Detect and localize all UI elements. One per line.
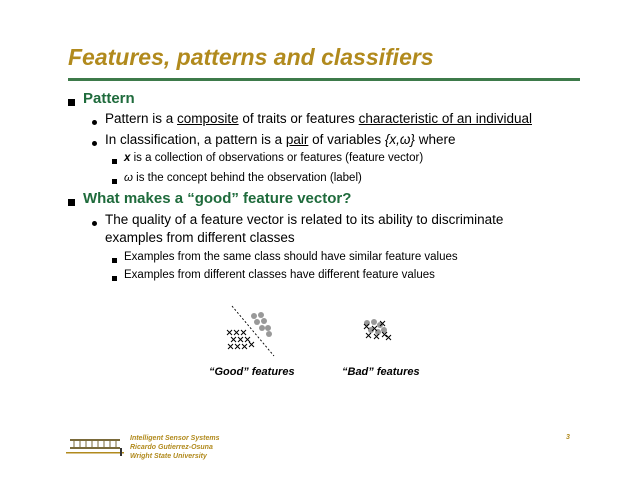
list-subitem-omega: [124, 172, 362, 184]
list-item-pattern-definition: [105, 111, 532, 126]
class-b-crosses: [227, 330, 254, 349]
math-symbol-omega: ω: [124, 172, 133, 184]
list-item-quality-line2: examples from different classes: [105, 230, 295, 245]
bad-features-caption: “Bad” features: [342, 366, 420, 378]
math-symbol-x: x: [124, 152, 131, 164]
math-pair: {x,ω}: [384, 132, 415, 147]
university-logo-icon: [66, 436, 124, 458]
bullet-square-small: [112, 276, 117, 281]
text-span: is a collection of observations or features (feature vector): [130, 152, 424, 164]
footer-university: Wright State University: [130, 453, 207, 460]
list-item-pattern-pair: [105, 132, 455, 147]
footer-author: Ricardo Gutierrez-Osuna: [130, 444, 213, 451]
list-subitem-x: [124, 152, 423, 164]
class-a-dots: [251, 312, 272, 337]
bullet-square-small: [112, 159, 117, 164]
bullet-square-small: [112, 179, 117, 184]
text-span: of traits or features: [238, 111, 359, 126]
slide-title: Features, patterns and classifiers: [68, 44, 434, 70]
good-features-caption: “Good” features: [209, 366, 295, 378]
title-rule: [68, 78, 580, 81]
bullet-heading-pattern: Pattern: [83, 90, 135, 107]
bullet-heading-good-feature: What makes a “good” feature vector?: [83, 190, 352, 207]
text-span: where: [414, 132, 456, 147]
bullet-dot: [92, 120, 97, 125]
list-subitem-same-class: Examples from the same class should have similar feature values: [124, 251, 458, 263]
bullet-square-small: [112, 258, 117, 263]
text-span-underlined: characteristic of an individual: [358, 111, 532, 126]
list-subitem-different-classes: Examples from different classes have different feature values: [124, 269, 435, 281]
footer-course: Intelligent Sensor Systems: [130, 435, 220, 442]
text-span-underlined: composite: [177, 111, 239, 126]
bullet-dot: [92, 221, 97, 226]
bad-features-plot: [362, 318, 394, 346]
text-span: Pattern is a: [105, 111, 178, 126]
text-span: of variables: [308, 132, 385, 147]
list-item-quality-line1: The quality of a feature vector is related to its ability to discriminate: [105, 212, 504, 227]
bullet-square: [68, 199, 75, 206]
bullet-square: [68, 99, 75, 106]
page-number: 3: [566, 434, 570, 441]
bullet-dot: [92, 141, 97, 146]
good-features-plot: [224, 304, 280, 360]
text-span: In classification, a pattern is a: [105, 132, 286, 147]
text-span-underlined: pair: [285, 132, 309, 147]
text-span: is the concept behind the observation (label): [132, 172, 362, 184]
